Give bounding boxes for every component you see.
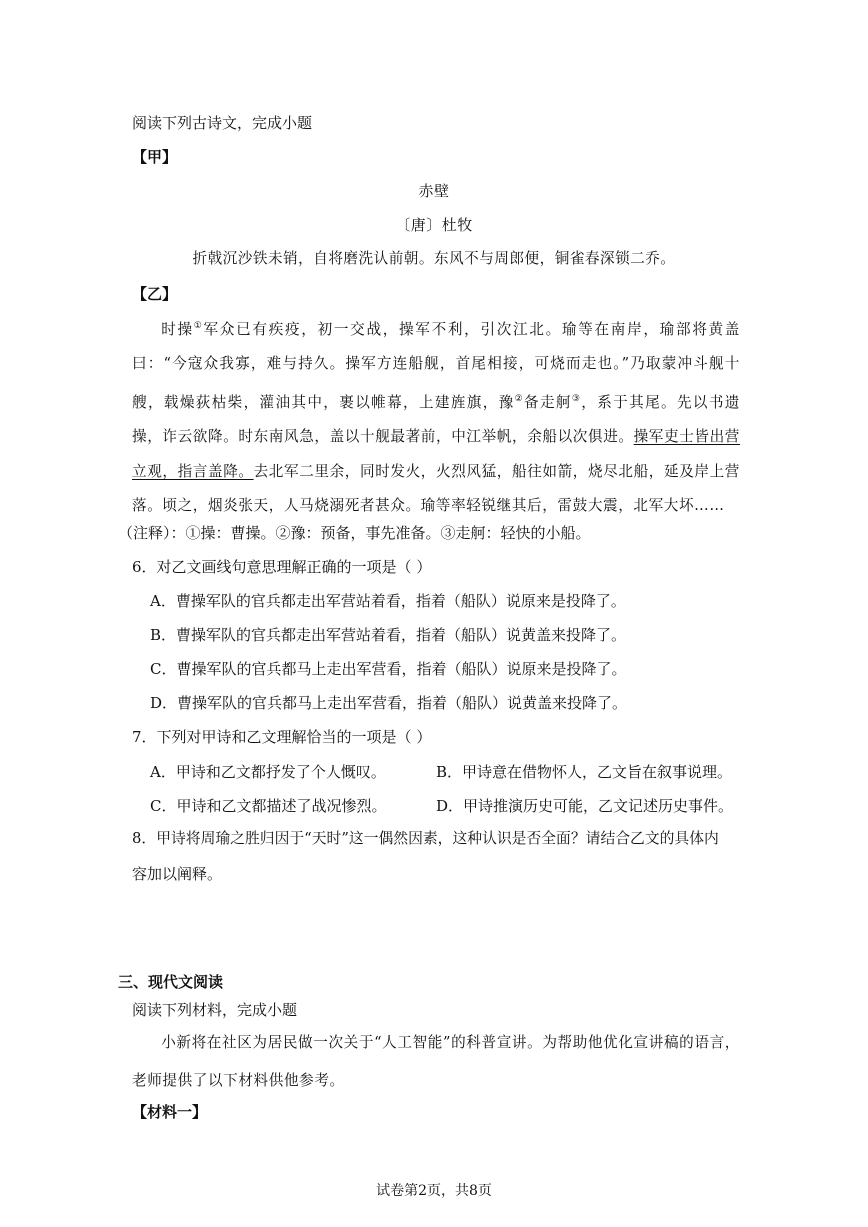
jia-label: 【甲】 (132, 148, 178, 166)
poem-author: 〔唐〕杜牧 (395, 216, 473, 234)
material-1-label: 【材料一】 (132, 1103, 208, 1121)
footnote-marker: ① (193, 321, 204, 331)
q6-option-c: C．曹操军队的官兵都马上走出军营看，指着（船队）说原来是投降了。 (150, 660, 627, 678)
question-6-stem: 6．对乙文画线句意思理解正确的一项是（ ） (132, 558, 432, 576)
q7-option-b: B．甲诗意在借物怀人，乙文旨在叙事说理。 (436, 763, 733, 781)
reading-intro: 阅读下列古诗文，完成小题 (132, 114, 313, 132)
question-8-line-2: 容加以阐释。 (132, 865, 223, 883)
q6-option-a: A．曹操军队的官兵都走出军营站着看，指着（船队）说原来是投降了。 (150, 592, 626, 610)
q7-option-c: C．甲诗和乙文都描述了战况惨烈。 (150, 797, 387, 815)
poem-title: 赤壁 (418, 182, 450, 200)
poem-text: 折戟沉沙铁未销，自将磨洗认前朝。东风不与周郎便，铜雀春深锁二乔。 (192, 250, 676, 267)
question-7-stem: 7．下列对甲诗和乙文理解恰当的一项是（ ） (132, 728, 432, 746)
q6-option-b: B．曹操军队的官兵都走出军营站着看，指着（船队）说黄盖来投降了。 (150, 626, 627, 644)
question-8-line-1: 8．甲诗将周瑜之胜归因于“天时”这一偶然因素，这种认识是否全面？请结合乙文的具体内 (132, 830, 719, 847)
q7-option-d: D．甲诗推演历史可能，乙文记述历史事件。 (436, 797, 734, 815)
footnote-marker: ② (514, 393, 525, 404)
section-3-intro: 阅读下列材料，完成小题 (132, 1001, 298, 1019)
annotations: （注释）：①操：曹操。②豫：预备，事先准备。③走舸：轻快的小船。 (118, 524, 591, 542)
page-footer: 试卷第2页，共8页 (376, 1183, 492, 1199)
section-3-paragraph: 小新将在社区为居民做一次关于“人工智能”的科普宣讲。为帮助他优化宣讲稿的语言，老师提供了以下材料供他参考。 (132, 1034, 740, 1089)
prose-passage: 时操①军众已有疾疫，初一交战，操军不利，引次江北。瑜等在南岸，瑜部将黄盖曰：“今寇众我寡，难与持久。操军方连船舰，首尾相接，可烧而走也。”乃取蒙冲斗舰十艘，载燥荻枯柴，灌油其中，裹以帷幕，上建旌旗，豫②备走舸③，系于其尾。先以书遗操，诈云欲降。时东南风急，盖以十舰最著前，中江举帆，余船以次俱进。操军吏士皆出营立观，指言盖降。去北军二里余，同时发火，火烈风猛，船往如箭，烧尽北船，延及岸上营落。顷之，烟炎张天，人马烧溺死者甚众。瑜等率轻锐继其后，雷鼓大震，北军大坏…… (132, 320, 741, 515)
footnote-marker: ③ (571, 393, 582, 404)
q6-option-d: D．曹操军队的官兵都马上走出军营看，指着（船队）说黄盖来投降了。 (150, 694, 628, 712)
section-3-heading: 三、现代文阅读 (118, 973, 224, 991)
yi-label: 【乙】 (132, 285, 178, 303)
q7-option-a: A．甲诗和乙文都抒发了个人慨叹。 (150, 763, 386, 781)
underlined-sentence: 操军吏士皆出营立观，指言盖降。 (132, 428, 741, 480)
